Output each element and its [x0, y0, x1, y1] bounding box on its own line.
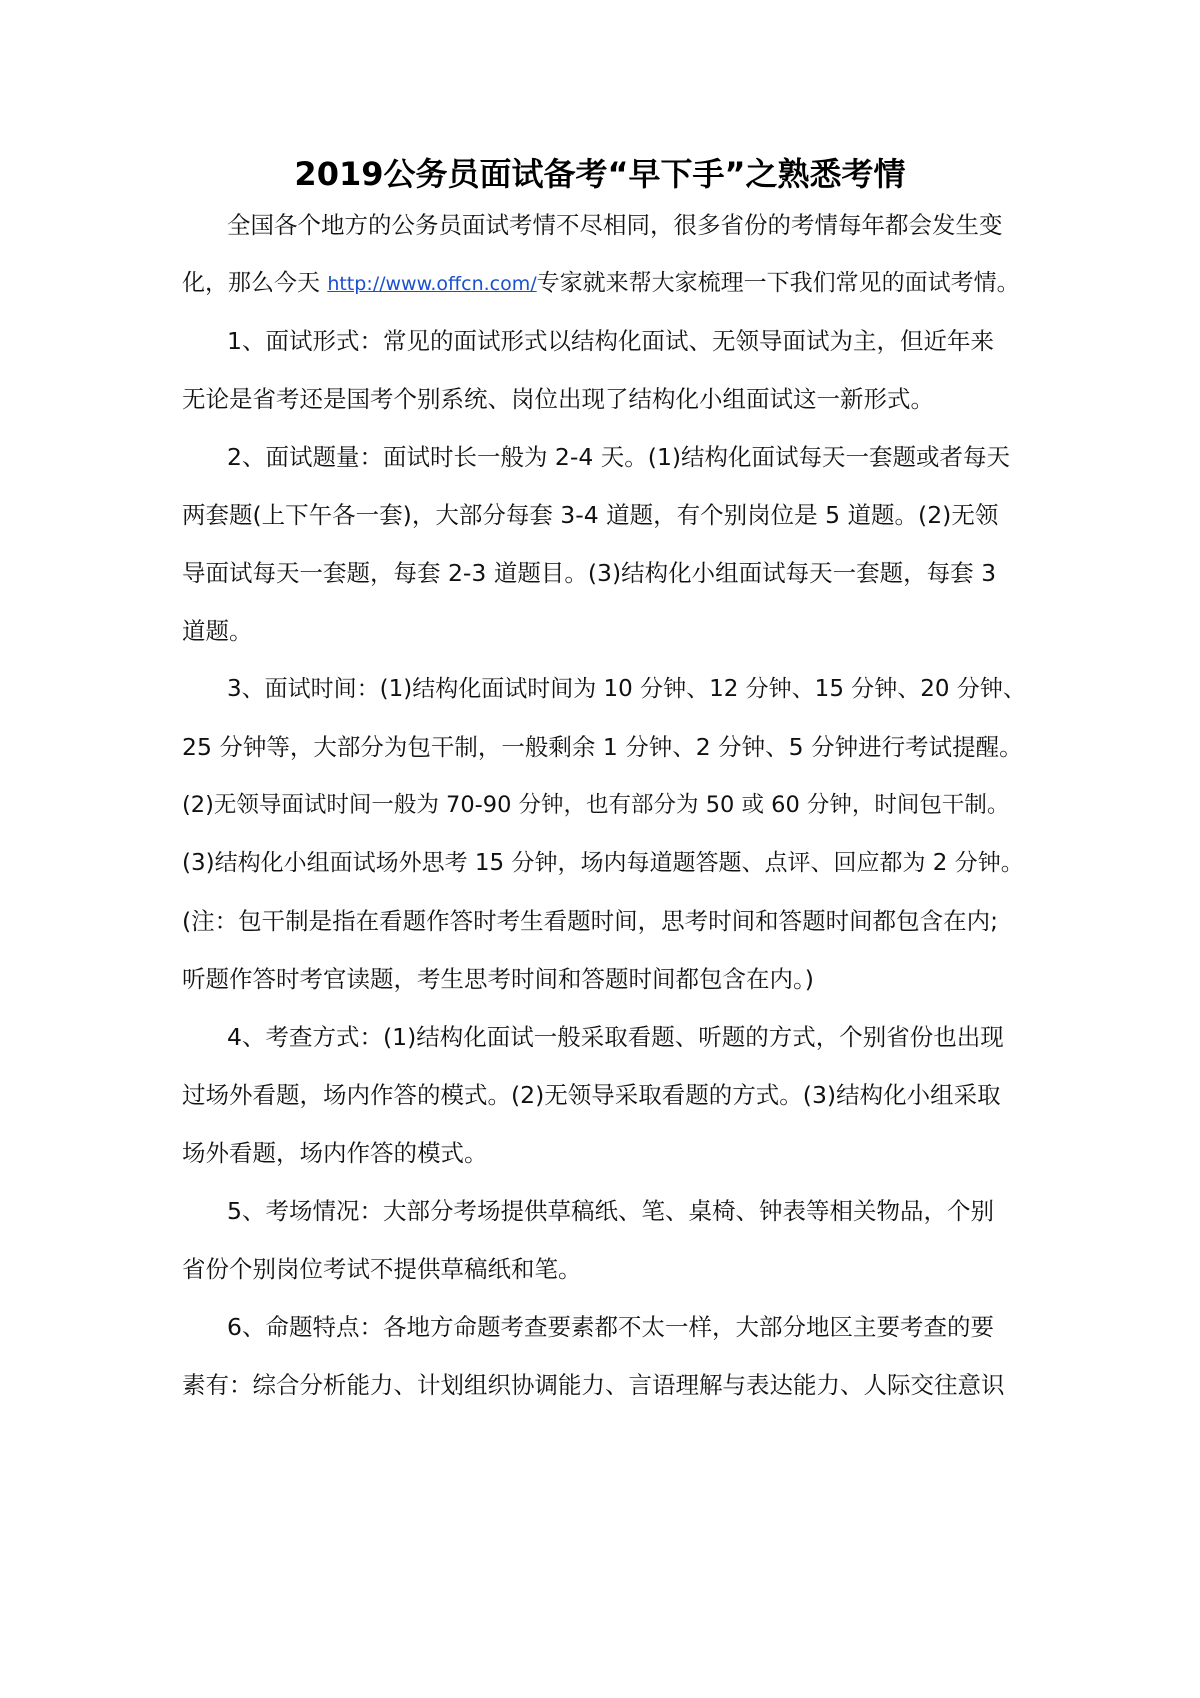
line-text: 专家就来帮大家梳理一下我们常见的面试考情。	[536, 270, 1020, 296]
paragraph-line: 4、考查方式：(1)结构化面试一般采取看题、听题的方式，个别省份也出现	[227, 1023, 1004, 1051]
paragraph-line: 全国各个地方的公务员面试考情不尽相同，很多省份的考情每年都会发生变	[227, 211, 1003, 239]
paragraph-line: 5、考场情况：大部分考场提供草稿纸、笔、桌椅、钟表等相关物品，个别	[227, 1197, 994, 1225]
offcn-link[interactable]: http://www.offcn.com/	[327, 273, 537, 295]
paragraph-line	[182, 263, 1020, 303]
paragraph-line: 道题。	[182, 617, 253, 645]
paragraph-line: 2、面试题量：面试时长一般为 2-4 天。(1)结构化面试每天一套题或者每天	[227, 443, 1011, 471]
paragraph-line: 25 分钟等，大部分为包干制，一般剩余 1 分钟、2 分钟、5 分钟进行考试提醒。	[182, 733, 1023, 761]
paragraph-line: (注：包干制是指在看题作答时考生看题时间，思考时间和答题时间都包含在内;	[182, 907, 999, 935]
paragraph-line: 6、命题特点：各地方命题考查要素都不太一样，大部分地区主要考查的要	[227, 1313, 994, 1341]
paragraph-line: 两套题(上下午各一套)，大部分每套 3-4 道题，有个别岗位是 5 道题。(2)无领	[182, 501, 999, 529]
document-title: 2019公务员面试备考“早下手”之熟悉考情	[294, 155, 906, 193]
line-text: 化，那么今天	[182, 270, 328, 296]
paragraph-line: 素有：综合分析能力、计划组织协调能力、言语理解与表达能力、人际交往意识	[182, 1371, 1005, 1399]
paragraph-line: 3、面试时间：(1)结构化面试时间为 10 分钟、12 分钟、15 分钟、20 分钟、	[227, 676, 1026, 702]
paragraph-line: 导面试每天一套题，每套 2-3 道题目。(3)结构化小组面试每天一套题，每套 3	[182, 559, 997, 587]
paragraph-line: (3)结构化小组面试场外思考 15 分钟，场内每道题答题、点评、回应都为 2 分钟。	[182, 850, 1024, 876]
paragraph-line: (2)无领导面试时间一般为 70-90 分钟，也有部分为 50 或 60 分钟，时间包干制。	[182, 792, 1010, 818]
paragraph-line: 无论是省考还是国考个别系统、岗位出现了结构化小组面试这一新形式。	[182, 385, 934, 413]
paragraph-line: 1、面试形式：常见的面试形式以结构化面试、无领导面试为主，但近年来	[227, 327, 994, 355]
paragraph-line: 听题作答时考官读题，考生思考时间和答题时间都包含在内。)	[182, 965, 814, 993]
paragraph-line: 省份个别岗位考试不提供草稿纸和笔。	[182, 1255, 582, 1283]
paragraph-line: 过场外看题，场内作答的模式。(2)无领导采取看题的方式。(3)结构化小组采取	[182, 1081, 1001, 1109]
paragraph-line: 场外看题，场内作答的模式。	[182, 1139, 488, 1167]
